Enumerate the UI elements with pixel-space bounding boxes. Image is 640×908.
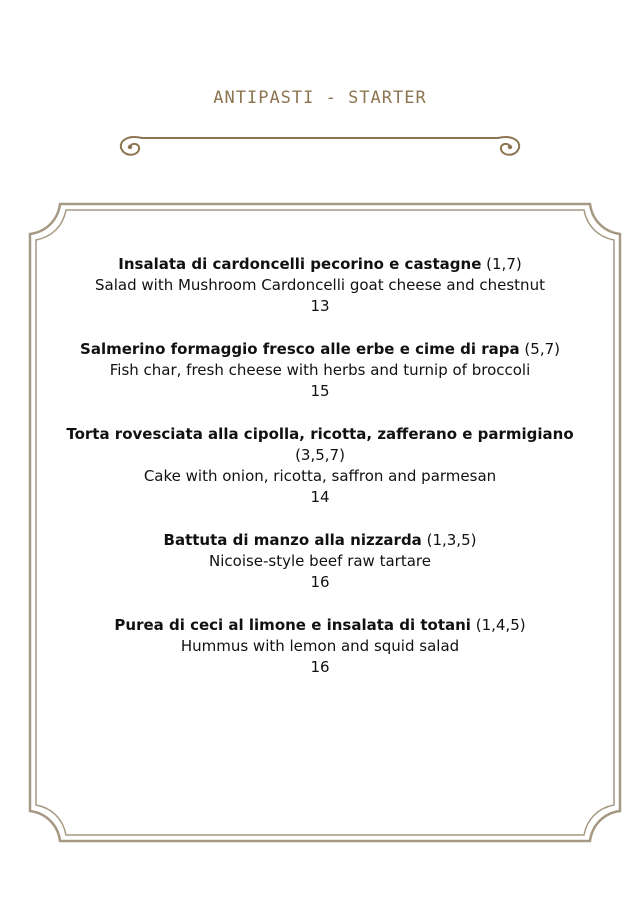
menu-item: [44, 615, 596, 678]
dish-description: Salad with Mushroom Cardoncelli goat cheese and chestnut: [95, 276, 545, 294]
dish-price: 13: [310, 297, 330, 315]
dish-name: Purea di ceci al limone e insalata di totani: [114, 616, 471, 634]
dish-name: Torta rovesciata alla cipolla, ricotta, zafferano e parmigiano: [66, 425, 574, 443]
section-title: ANTIPASTI - STARTER: [213, 88, 427, 108]
menu-item: [44, 254, 596, 317]
dish-description: Hummus with lemon and squid salad: [180, 637, 460, 655]
dish-price: 15: [310, 382, 330, 400]
dish-description: Nicoise-style beef raw tartare: [209, 552, 431, 570]
dish-description: Cake with onion, ricotta, saffron and parmesan: [143, 467, 497, 485]
dish-name: Salmerino formaggio fresco alle erbe e cime di rapa: [80, 340, 520, 358]
dish-price: 14: [310, 488, 330, 506]
menu-item: [44, 530, 596, 593]
dish-name: Insalata di cardoncelli pecorino e castagne: [118, 255, 482, 273]
dish-description: Fish char, fresh cheese with herbs and turnip of broccoli: [109, 361, 531, 379]
dish-price: 16: [310, 658, 330, 676]
allergen-codes: (3,5,7): [295, 446, 345, 464]
dish-price: 16: [310, 573, 330, 591]
allergen-codes: (1,7): [486, 255, 522, 273]
allergen-codes: (1,3,5): [426, 531, 477, 549]
dish-name: Battuta di manzo alla nizzarda: [163, 531, 422, 549]
allergen-codes: (5,7): [524, 340, 560, 358]
starter-menu-list: [44, 254, 596, 700]
menu-item: [44, 339, 596, 402]
title-divider-ornament: [112, 130, 528, 164]
menu-item: [44, 424, 596, 508]
allergen-codes: (1,4,5): [475, 616, 526, 634]
